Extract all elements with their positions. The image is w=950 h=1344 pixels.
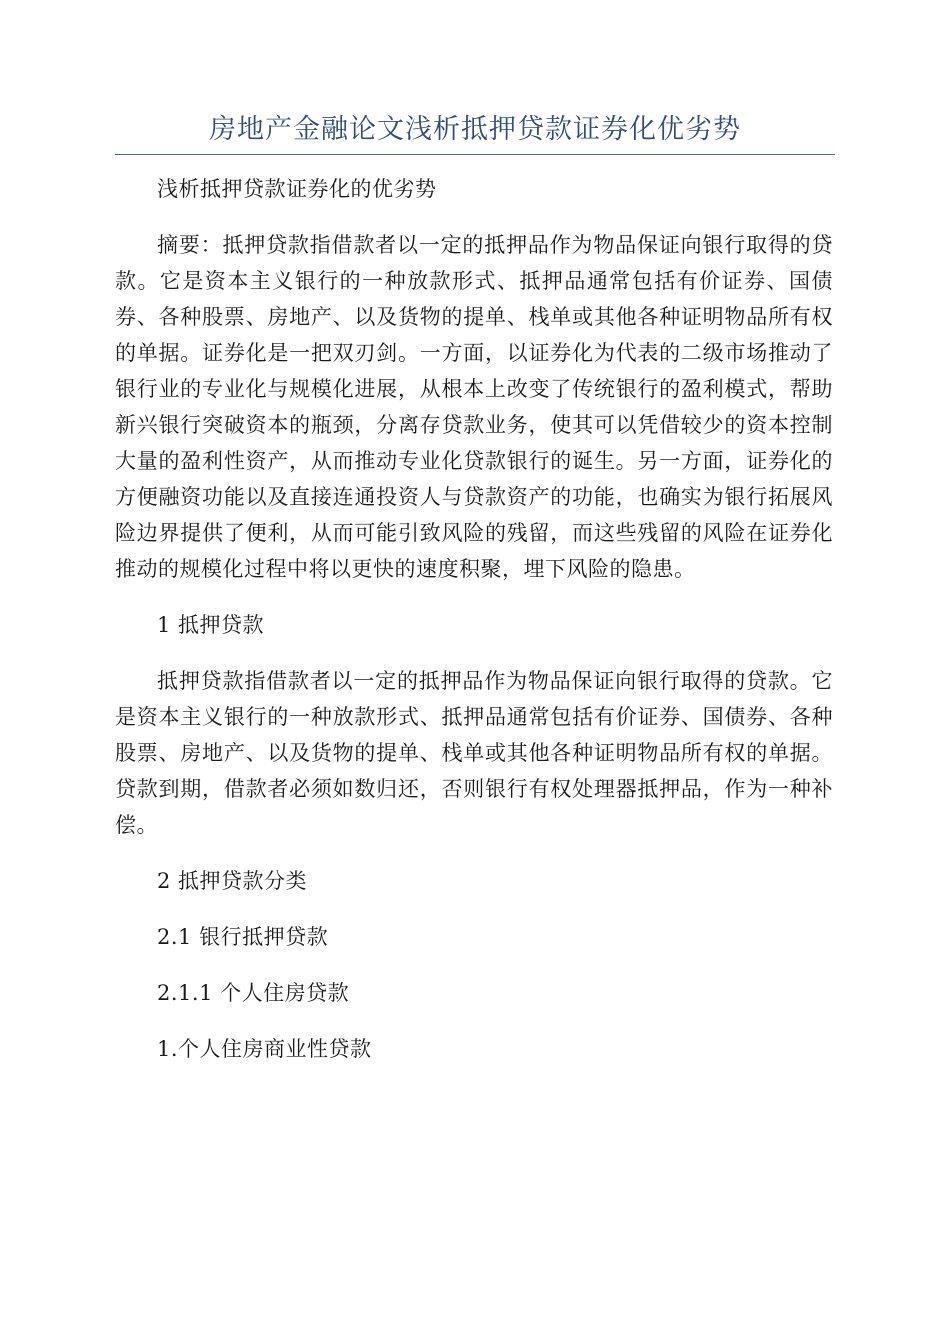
section-1-paragraph: 抵押贷款指借款者以一定的抵押品作为物品保证向银行取得的贷款。它是资本主义银行的一种放款形式、抵押品通常包括有价证券、国债券、各种股票、房地产、以及货物的提单、栈单或其他各种证明物品所有权的单据。贷款到期，借款者必须如数归还，否则银行有权处理器抵押品，作为一种补偿。 (115, 669, 833, 837)
section-2-1-heading: 2.1 银行抵押贷款 (157, 925, 329, 949)
document-body (115, 171, 833, 1067)
title-underline (115, 154, 835, 155)
abstract-paragraph: 摘要：抵押贷款指借款者以一定的抵押品作为物品保证向银行取得的贷款。它是资本主义银行的一种放款形式、抵押品通常包括有价证券、国债券、各种股票、房地产、以及货物的提单、栈单或其他各种证明物品所有权的单据。证券化是一把双刃剑。一方面，以证券化为代表的二级市场推动了银行业的专业化与规模化进展，从根本上改变了传统银行的盈利模式，帮助新兴银行突破资本的瓶颈，分离存贷款业务，使其可以凭借较少的资本控制大量的盈利性资产，从而推动专业化贷款银行的诞生。另一方面，证券化的方便融资功能以及直接连通投资人与贷款资产的功能，也确实为银行拓展风险边界提供了便利，从而可能引致风险的残留，而这些残留的风险在证券化推动的规模化过程中将以更快的速度积聚，埋下风险的隐患。 (115, 233, 833, 581)
section-2-heading: 2 抵押贷款分类 (157, 869, 308, 893)
document-title: 房地产金融论文浅析抵押贷款证券化优劣势 (209, 114, 741, 145)
section-2-1-1-heading: 2.1.1 个人住房贷款 (157, 981, 350, 1005)
item-1-heading: 1.个人住房商业性贷款 (157, 1037, 372, 1061)
section-1-heading: 1 抵押贷款 (157, 613, 265, 637)
document-subtitle: 浅析抵押贷款证券化的优劣势 (157, 177, 437, 201)
